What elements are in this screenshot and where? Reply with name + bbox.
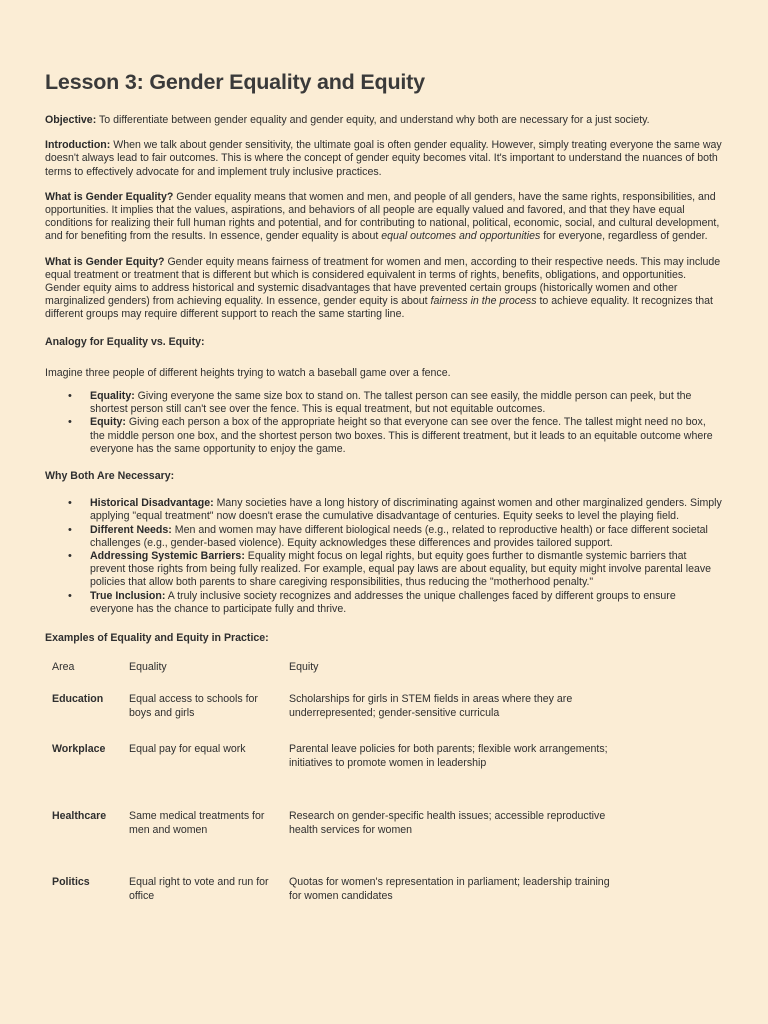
list-item-label: Equality: xyxy=(90,390,135,403)
list-item xyxy=(90,524,722,550)
why-list xyxy=(45,497,722,616)
table-cell-equity: Scholarships for girls in STEM fields in areas where they are underrepresented; gender-sensitive curricula xyxy=(289,693,573,719)
equality-tail: for everyone, regardless of gender. xyxy=(540,230,708,243)
objective-text: To differentiate between gender equality and gender equity, and understand why both are necessary for a just society. xyxy=(96,114,650,126)
list-item-text: Many societies have a long history of discriminating against women and other marginalized genders. Simply applying "equal treatment" now doesn't erase the cumulative disadvantage of centuries. Equity seeks to level the playing field. xyxy=(90,497,722,523)
list-item xyxy=(90,550,722,590)
list-item-label: Addressing Systemic Barriers: xyxy=(90,550,245,563)
list-item-label: Historical Disadvantage: xyxy=(90,497,214,510)
table-cell-area: Education xyxy=(52,693,104,706)
table-cell-equality: Equal right to vote and run for office xyxy=(129,876,269,902)
list-item xyxy=(90,390,722,416)
table-cell-area: Politics xyxy=(52,876,90,889)
list-item-text: A truly inclusive society recognizes and addresses the unique challenges faced by different groups to ensure everyone has the chance to participate fully and thrive. xyxy=(90,589,676,615)
table-cell-equality: Same medical treatments for men and women xyxy=(129,810,265,836)
table-cell-equity: Quotas for women's representation in parliament; leadership training for women candidates xyxy=(289,876,610,902)
table-row xyxy=(45,876,722,916)
list-item xyxy=(90,416,722,456)
introduction-paragraph xyxy=(45,139,722,179)
equity-text: Gender equity means fairness of treatment for women and men, according to their respective needs. This may include equal treatment or treatment that is different but which is considered equivalent in terms of rights, benefits, obligations, and opportunities. Gender equity aims to address historical and systemic disadvantages that have prevented certain groups (historically women and other marginalized genders) from achieving equality. In essence, gender equity is about xyxy=(45,255,721,308)
list-item-label: True Inclusion: xyxy=(90,589,166,602)
list-item-text: Giving everyone the same size box to stand on. The tallest person can see easily, the middle person can peek, but the shortest person still can't see over the fence. This is equal treatment, but not equitable outcomes. xyxy=(90,390,692,416)
analogy-intro: Imagine three people of different heights trying to watch a baseball game over a fence. xyxy=(45,366,451,379)
page-title: Lesson 3: Gender Equality and Equity xyxy=(45,70,425,94)
equity-emphasis: fairness in the process xyxy=(430,295,537,308)
header-equality: Equality xyxy=(129,661,167,674)
equity-label: What is Gender Equity? xyxy=(45,255,165,268)
table-cell-equality: Equal pay for equal work xyxy=(129,743,246,756)
table-cell-equity: Parental leave policies for both parents; flexible work arrangements; initiatives to promote women in leadership xyxy=(289,743,608,769)
list-item-label: Equity: xyxy=(90,416,126,429)
list-item-text: Men and women may have different biological needs (e.g., related to reproductive health) or face different societal challenges (e.g., gender-based violence). Equity acknowledges these differences and provides tailored support. xyxy=(90,523,708,549)
analogy-list xyxy=(45,390,722,456)
table-row xyxy=(45,693,722,743)
equality-label: What is Gender Equality? xyxy=(45,190,174,203)
list-item xyxy=(90,590,722,616)
equity-definition xyxy=(45,256,722,322)
equality-text: Gender equality means that women and men, and people of all genders, have the same rights, responsibilities, and opportunities. It implies that the values, aspirations, and behaviors of all people are equally valued and favored, and that they have equal conditions for realizing their full human rights and potential, and for contributing to national, political, economic, social, and cultural development, and for benefiting from the results. In essence, gender equality is about xyxy=(45,190,720,243)
objective-label: Objective: xyxy=(45,114,97,126)
table-cell-equity: Research on gender-specific health issues; accessible reproductive health services for women xyxy=(289,810,606,836)
list-item xyxy=(90,497,722,523)
introduction-label: Introduction: xyxy=(45,139,111,152)
table-cell-equality: Equal access to schools for boys and girls xyxy=(129,693,258,719)
table-row xyxy=(45,810,722,876)
introduction-text: When we talk about gender sensitivity, the ultimate goal is often gender equality. However, simply treating everyone the same way doesn't always lead to fair outcomes. This is where the concept of gender equity becomes vital. It's important to understand the nuances of both terms to effectively advocate for and implement truly inclusive practices. xyxy=(45,139,722,178)
equity-tail: to achieve equality. It recognizes that different groups may require different support to reach the same starting line. xyxy=(45,295,713,321)
analogy-heading: Analogy for Equality vs. Equity: xyxy=(45,335,205,348)
table-cell-area: Healthcare xyxy=(52,810,107,823)
table-header-row xyxy=(45,661,722,693)
examples-heading: Examples of Equality and Equity in Practice: xyxy=(45,632,269,645)
objective-paragraph xyxy=(45,114,722,127)
list-item-label: Different Needs: xyxy=(90,523,172,536)
table-row xyxy=(45,743,722,810)
list-item-text: Giving each person a box of the appropriate height so that everyone can see over the fence. The tallest might need no box, the middle person one box, and the shortest person two boxes. This is different treatment, but it leads to an equitable outcome where everyone has the same opportunity to enjoy the game. xyxy=(90,416,713,455)
equality-emphasis: equal outcomes and opportunities xyxy=(381,230,541,243)
table-cell-area: Workplace xyxy=(52,743,106,756)
equality-definition xyxy=(45,191,722,244)
why-heading: Why Both Are Necessary: xyxy=(45,470,175,483)
header-equity: Equity xyxy=(289,661,319,674)
list-item-text: Equality might focus on legal rights, but equity goes further to dismantle systemic barriers that prevent those rights from being fully realized. For example, equal pay laws are about equality, but equity might involve parental leave policies that allow both parents to share caregiving responsibilities, thus reducing the "motherhood penalty." xyxy=(90,550,712,589)
header-area: Area xyxy=(52,661,75,674)
examples-table xyxy=(45,661,722,916)
